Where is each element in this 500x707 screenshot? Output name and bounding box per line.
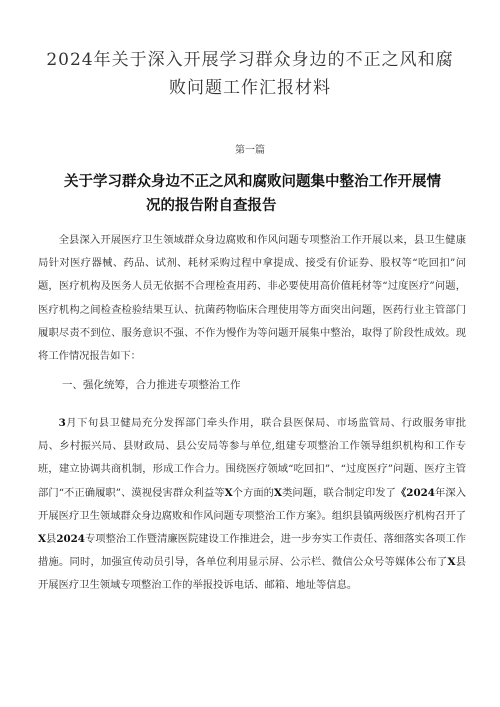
bold-text: 2024 (56, 533, 85, 546)
paragraph-intro: 全县深入开展医疗卫生领域群众身边腐败和作风问题专项整治工作开展以来，县卫生健康局针对医疗器械、药品、试剂、耗材采购过程中拿提成、接受有价证券、股权等“吃回扣”问题，医疗机构及医务人员无依据不合理检查用药、非必要使用高价值耗材等“过度医疗”问题，医疗机构之间检查检验结果互认、抗菌药物临床合理使用等方面突出问题，医药行业主管部门履职尽责不到位、服务意识不强、不作为慢作为等问题开展集中整治，取得了阶段性成效。现将工作情况报告如下： (38, 234, 466, 363)
paragraph-text: 县 (46, 533, 57, 546)
bold-text: X (447, 556, 456, 569)
section-heading-1: 一、强化统筹，合力推进专项整治工作 (62, 379, 241, 391)
article-title-line-1: 关于学习群众身边不正之风和腐败问题集中整治工作开展情 (64, 174, 441, 190)
paragraph-text: 月下旬县卫健局充分发挥部门牵头作用，联合县医保局、市场监管局、行政服务审批局、乡村振兴局、县财政局、县公安局等参与单位,组建专项整治工作领导组织机构和工作专班，建立协调共商机制，形成工作合力。围绕医疗领域“吃回扣”、“过度医疗”问题、医疗主管部门“不正确履职”、漠视侵害群众利益等 (38, 417, 466, 499)
paragraph-text: 类问题，联合制定印发了 (282, 486, 396, 499)
paragraph-text: 个方面的 (232, 486, 275, 499)
bold-text: 《2024 (395, 486, 435, 499)
paragraph-text: 年深入开展医疗卫生领域群众身边腐败和作风问题专项整治工作方案》。组织县镇两级医疗机构召开了 (38, 486, 467, 522)
document-title-line-1: 2024年关于深入开展学习群众身边的不正之风和腐 (46, 50, 454, 70)
paragraph-section-1 (38, 412, 466, 598)
article-title (64, 170, 464, 218)
article-title-line-2: 况的报告附自查报告 (146, 198, 277, 214)
paragraph-text: 专项整治工作暨清廉医院建设工作推进会，进一步夯实工作责任、落细落实各项工作措施。同时，加强宣传动员引导，各单位利用显示屏、公示栏、微信公众号等媒体公布了 (38, 533, 467, 569)
document-title (30, 46, 470, 102)
bold-text: 3 (58, 417, 66, 429)
document-title-line-2: 败问题工作汇报材料 (169, 78, 331, 98)
chapter-label: 第一篇 (235, 145, 265, 156)
bold-text: X (274, 486, 283, 499)
bold-text: X (224, 486, 233, 499)
paragraph-text: 县开展医疗卫生领域专项整治工作的举报投诉电话、邮箱、地址等信息。 (38, 556, 466, 592)
bold-text: X (38, 533, 46, 546)
